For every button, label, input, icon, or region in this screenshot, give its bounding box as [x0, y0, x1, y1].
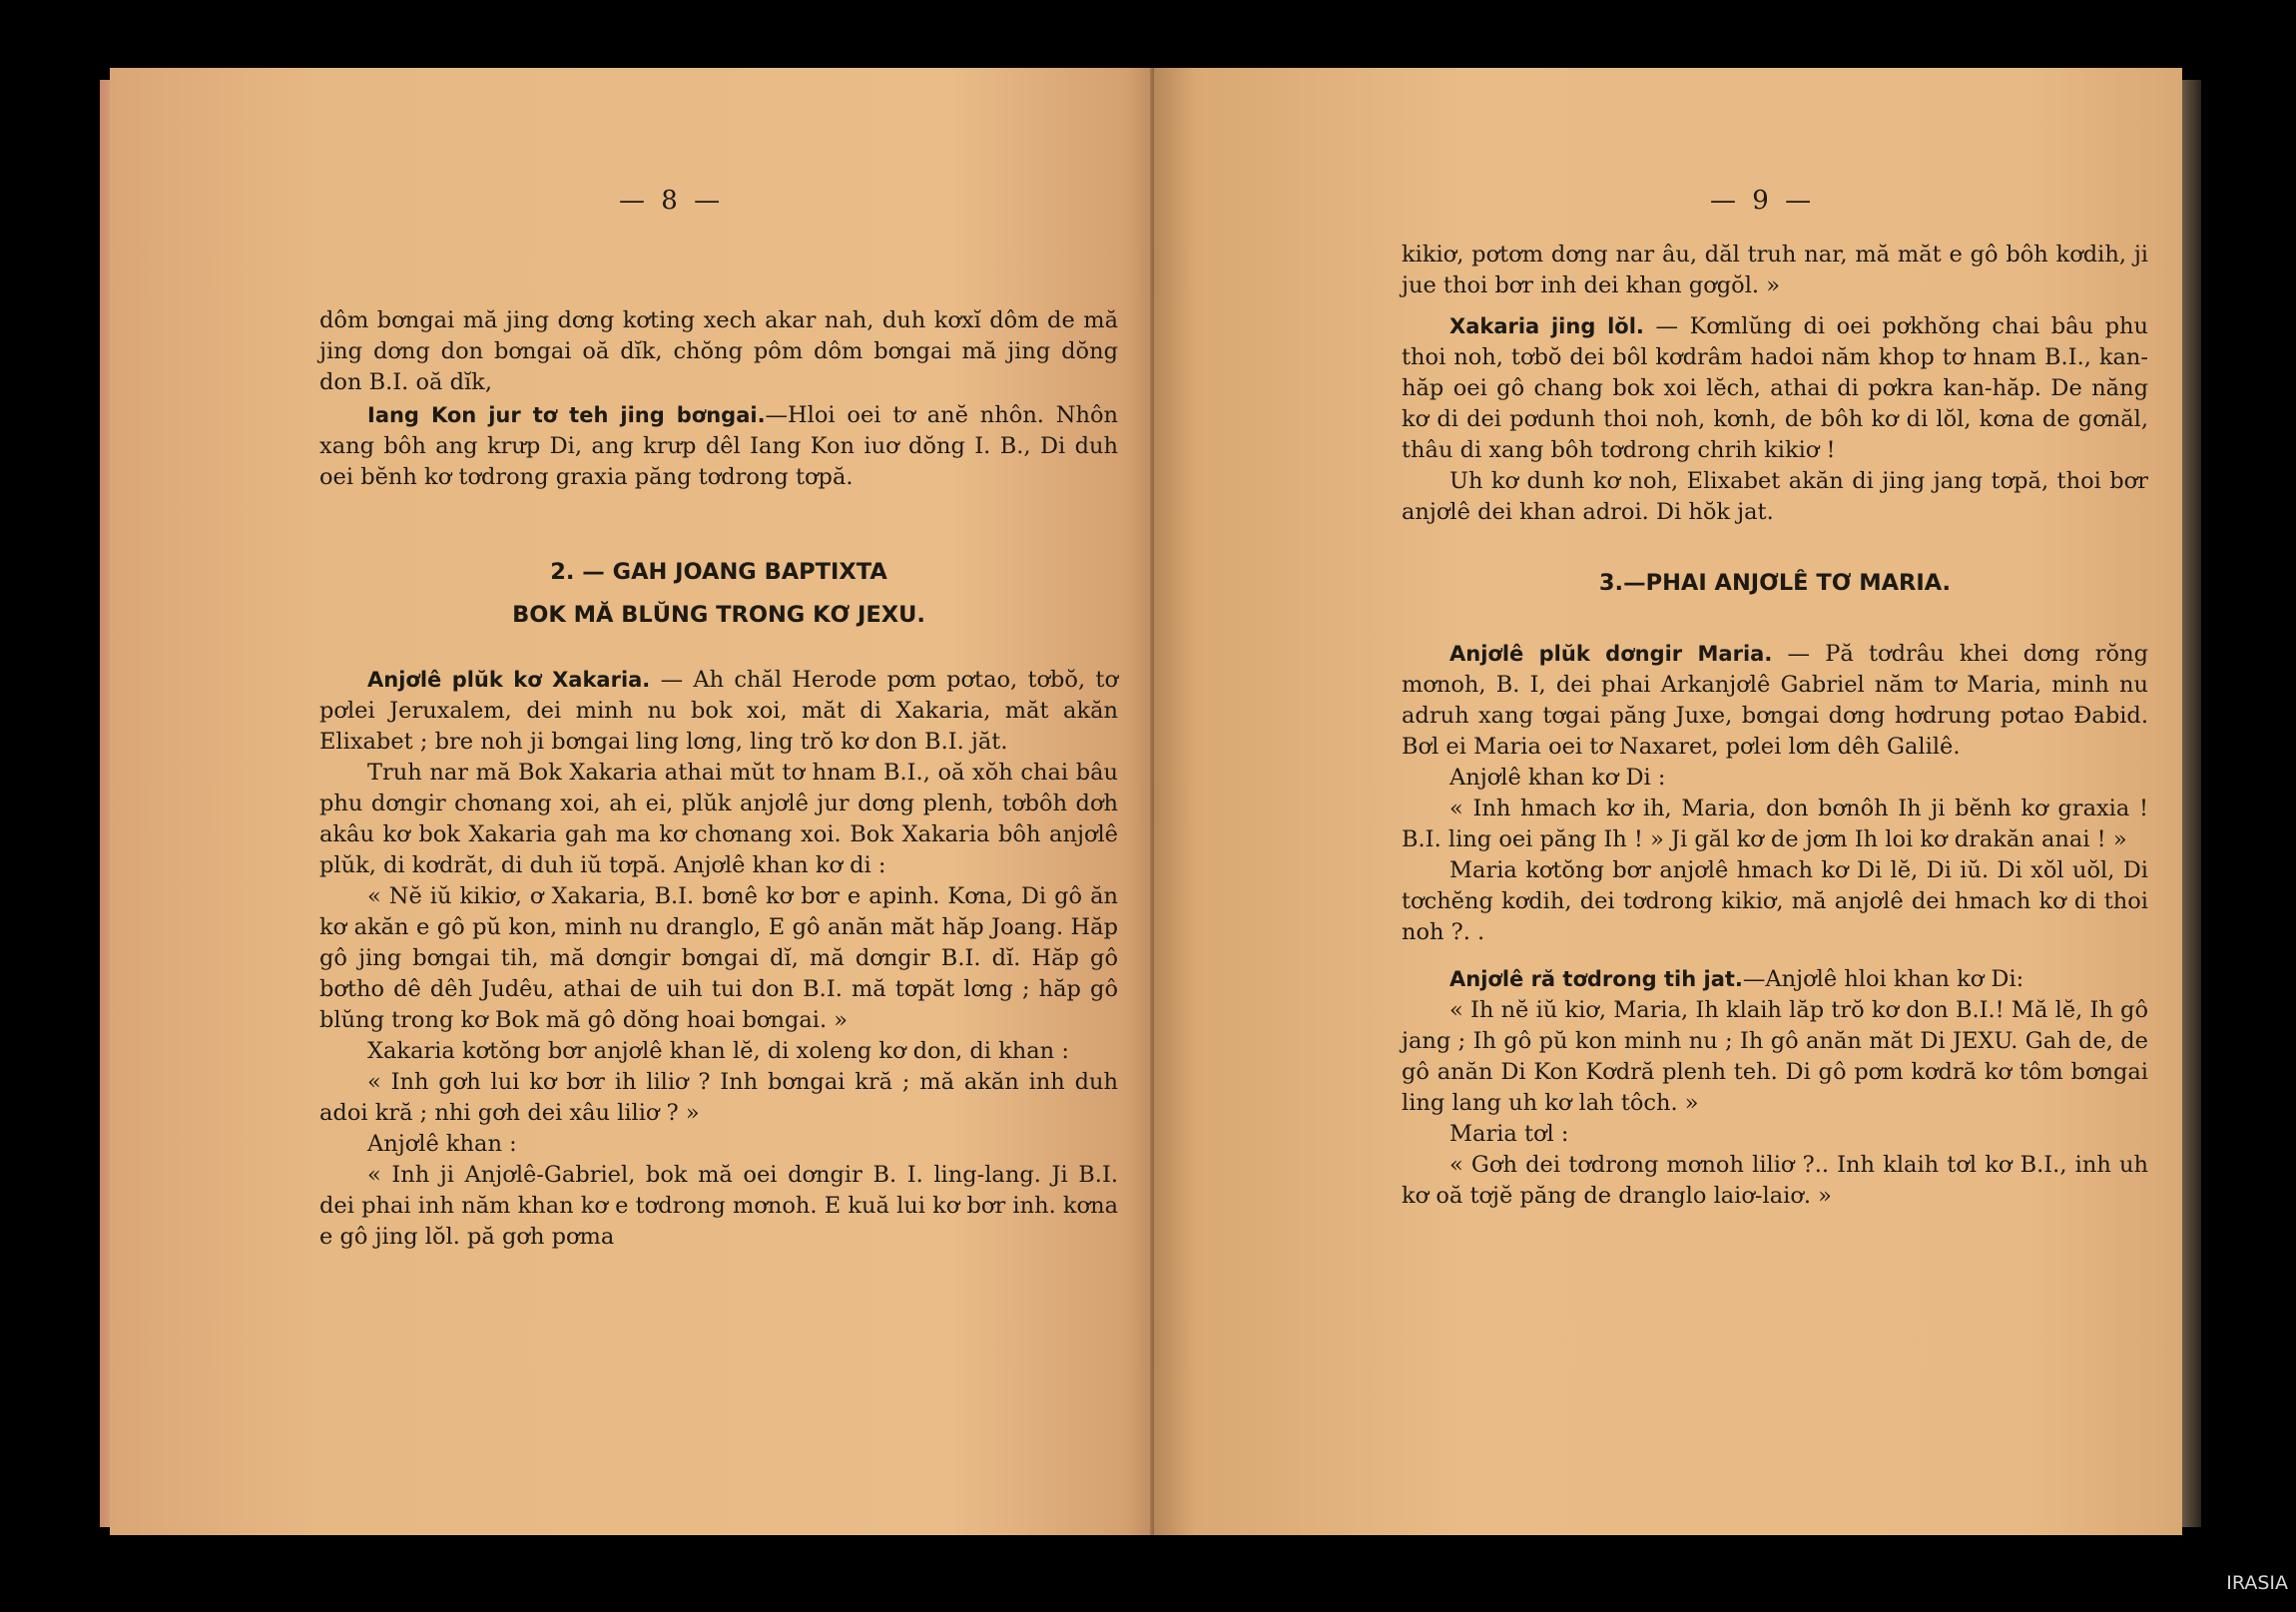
open-book [100, 60, 2201, 1542]
paragraph: Anjơlê khan : [367, 1131, 517, 1157]
right-page [1154, 68, 2182, 1535]
paragraph: Xakaria kơtŏng bơr anjơlê khan lĕ, di xoleng kơ don, di khan : [367, 1038, 1069, 1064]
paragraph: dôm bơngai mă jing dơng kơting xech akar nah, duh kơxĭ dôm de mă jing dơng don bơngai oă dĭk, chŏng pôm dôm bơngai mă jing dŏng don B.I. oă dĭk, [319, 307, 1118, 395]
book-spine-right [2181, 80, 2201, 1527]
paragraph: « Inh hmach kơ ih, Maria, don bơnôh Ih ji bĕnh kơ graxia ! B.I. ling oei păng Ih ! » Ji găl kơ de jơm Ih loi kơ drakăn anai ! » [1402, 796, 2148, 852]
watermark: IRASIA [2226, 1572, 2288, 1594]
left-page [110, 68, 1158, 1535]
paragraph: kikiơ, pơtơm dơng nar âu, dăl truh nar, mă măt e gô bôh kơdih, ji jue thoi bơr inh dei khan gơgŏl. » [1402, 242, 2148, 298]
paragraph: Anjơlê plŭk dơngir Maria. — Pă tơdrâu khei dơng rŏng mơnoh, B. I, dei phai Arkanjơlê Gabriel năm tơ Maria, minh nu adruh xang tơgai păng Juxe, bơngai dơng hơdrung pơtao Đabid. Bơl ei Maria oei tơ Naxaret, pơlei lơm dêh Galilê. [1402, 641, 2148, 760]
paragraph-lead: Anjơlê plŭk kơ Xakaria. [367, 668, 651, 692]
paragraph-lead: Iang Kon jur tơ teh jing bơngai. [367, 403, 766, 427]
paragraph: Anjơlê ră tơdrong tih jat.—Anjơlê hloi khan kơ Di: [1449, 966, 2024, 992]
paragraph: Truh nar mă Bok Xakaria athai mŭt tơ hnam B.I., oă xŏh chai bâu phu dơngir chơnang xoi, ah ei, plŭk anjơlê jur dơng plenh, tơbôh dơh akâu kơ bok Xakaria gah ma kơ chơnang xoi. Bok Xakaria bôh anjơlê plŭk, di kơdrăt, di duh iŭ tơpă. Anjơlê khan kơ di : [319, 760, 1118, 878]
paragraph: Anjơlê plŭk kơ Xakaria. — Ah chăl Herode pơm pơtao, tơbŏ, tơ pơlei Jeruxalem, dei minh nu bok xoi, măt di Xakaria, măt akăn Elixabet ; bre noh ji bơngai ling lơng, ling trŏ kơ don B.I. jăt. [319, 667, 1118, 755]
paragraph: Uh kơ dunh kơ noh, Elixabet akăn di jing jang tơpă, thoi bơr anjơlê dei khan adroi. Di hŏk jat. [1402, 468, 2148, 525]
paragraph: « Gơh dei tơdrong mơnoh liliơ ?.. Inh klaih tơl kơ B.I., inh uh kơ oă tơjĕ păng de dranglo laiơ-laiơ. » [1402, 1152, 2148, 1209]
left-page-text [319, 305, 1118, 1253]
right-page-text [1402, 240, 2148, 1212]
page-number: — 8 — [619, 186, 725, 216]
section-heading: BOK MĂ BLŬNG TRONG KƠ JEXU. [512, 602, 925, 628]
section-heading: 2. — GAH JOANG BAPTIXTA [550, 559, 887, 585]
page-number: — 9 — [1710, 186, 1816, 216]
paragraph: « Ih nĕ iŭ kiơ, Maria, Ih klaih lăp trŏ kơ don B.I.! Mă lĕ, Ih gô jang ; Ih gô pŭ kon minh nu ; Ih gô anăn măt Di JEXU. Gah de, de gô anăn Di Kon Kơdră plenh teh. Di gô pơm kơdră kơ tôm bơngai ling lang uh kơ lah tôch. » [1402, 997, 2148, 1116]
paragraph: « Nĕ iŭ kikiơ, ơ Xakaria, B.I. bơnê kơ bơr e apinh. Kơna, Di gô ăn kơ akăn e gô pŭ kon, minh nu dranglo, E gô anăn măt hăp Joang. Hăp gô jing bơngai tih, mă dơngir bơngai dĭ, mă dơngir B.I. dĭ. Hăp gô bơtho dê dêh Judêu, athai de uih tui don B.I. mă tơpăt lơng ; hăp gô blŭng trong kơ Bok mă gô dŏng hoai bơngai. » [319, 883, 1118, 1033]
paragraph: Maria kơtŏng bơr anjơlê hmach kơ Di lĕ, Di iŭ. Di xŏl uŏl, Di tơchĕng kơdih, dei tơdrong kikiơ, mă anjơlê dei hmach kơ di thoi noh ?. . [1402, 857, 2148, 945]
paragraph: Anjơlê khan kơ Di : [1449, 765, 1666, 791]
paragraph: Iang Kon jur tơ teh jing bơngai.—Hloi oei tơ anĕ nhôn. Nhôn xang bôh ang krưp Di, ang krưp dêl Iang Kon iuơ dŏng I. B., Di duh oei bĕnh kơ tơdrong graxia păng tơdrong tơpă. [319, 402, 1119, 490]
paragraph: « Inh gơh lui kơ bơr ih liliơ ? Inh bơngai kră ; mă akăn inh duh adoi kră ; nhi gơh dei xâu liliơ ? » [319, 1069, 1118, 1126]
paragraph-lead: Anjơlê ră tơdrong tih jat. [1449, 967, 1743, 991]
paragraph-lead: Xakaria jing lŏl. [1449, 314, 1644, 338]
paragraph: Maria tơl : [1449, 1121, 1569, 1147]
paragraph: « Inh ji Anjơlê-Gabriel, bok mă oei dơngir B. I. ling-lang. Ji B.I. dei phai inh năm khan kơ e tơdrong mơnoh. E kuă lui kơ bơr inh. kơna e gô jing lŏl. pă gơh pơma [319, 1162, 1118, 1250]
paragraph: Xakaria jing lŏl. — Kơmlŭng di oei pơkhŏng chai bâu phu thoi noh, tơbŏ dei bôl kơdrâm hadoi năm khop tơ hnam B.I., kan-hăp oei gô chang bok xoi lĕch, athai di pơkra kan-hăp. De năng kơ di dei pơdunh thoi noh, kơnh, de bôh kơ di lŏl, kơna de gơnăl, thâu di xang bôh tơdrong chrih kikiơ ! [1402, 313, 2149, 463]
paragraph-lead: Anjơlê plŭk dơngir Maria. [1449, 642, 1773, 666]
section-heading: 3.—PHAI ANJƠLÊ TƠ MARIA. [1598, 570, 1952, 596]
